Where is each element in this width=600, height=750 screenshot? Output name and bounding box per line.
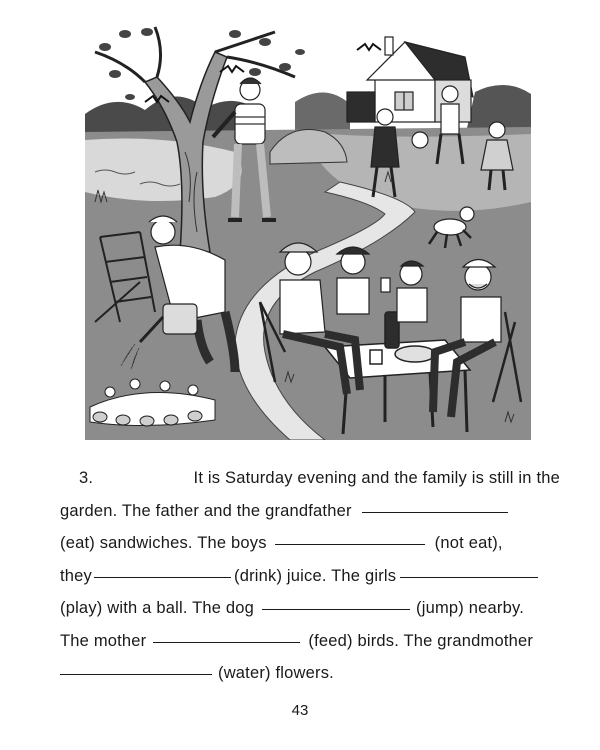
exercise-text: they (60, 566, 92, 585)
answer-blank-girls[interactable] (400, 576, 538, 578)
exercise-3 (60, 462, 560, 690)
exercise-text: garden. The father and the grandfather (60, 501, 352, 520)
answer-blank-boys[interactable] (275, 543, 425, 545)
exercise-text: (eat) sandwiches. The boys (60, 534, 267, 552)
exercise-line-7 (60, 657, 560, 690)
exercise-line-2 (60, 495, 560, 528)
answer-blank-dog[interactable] (262, 608, 410, 610)
exercise-text: (play) with a ball. The dog (60, 599, 255, 617)
answer-blank-they[interactable] (94, 576, 231, 578)
exercise-number: 3. (79, 469, 94, 487)
exercise-text: (water) flowers. (218, 664, 334, 682)
exercise-text: It is Saturday evening and the family is still in the (193, 469, 560, 487)
answer-blank-father-grandfather[interactable] (362, 511, 508, 513)
page-number: 43 (291, 702, 309, 719)
family-garden-illustration (85, 22, 531, 440)
exercise-line-6 (60, 625, 560, 658)
answer-blank-mother[interactable] (153, 641, 300, 643)
answer-blank-grandmother[interactable] (60, 673, 212, 675)
exercise-line-1 (60, 462, 560, 495)
exercise-text: (not eat), (434, 534, 503, 552)
exercise-text: (drink) juice. The girls (234, 566, 397, 585)
exercise-text: (jump) nearby. (416, 599, 524, 617)
exercise-line-5 (60, 592, 560, 625)
exercise-text: The mother (60, 631, 147, 650)
exercise-text: (feed) birds. The grandmother (308, 631, 534, 650)
exercise-line-3 (60, 527, 560, 560)
exercise-line-4 (60, 560, 560, 593)
